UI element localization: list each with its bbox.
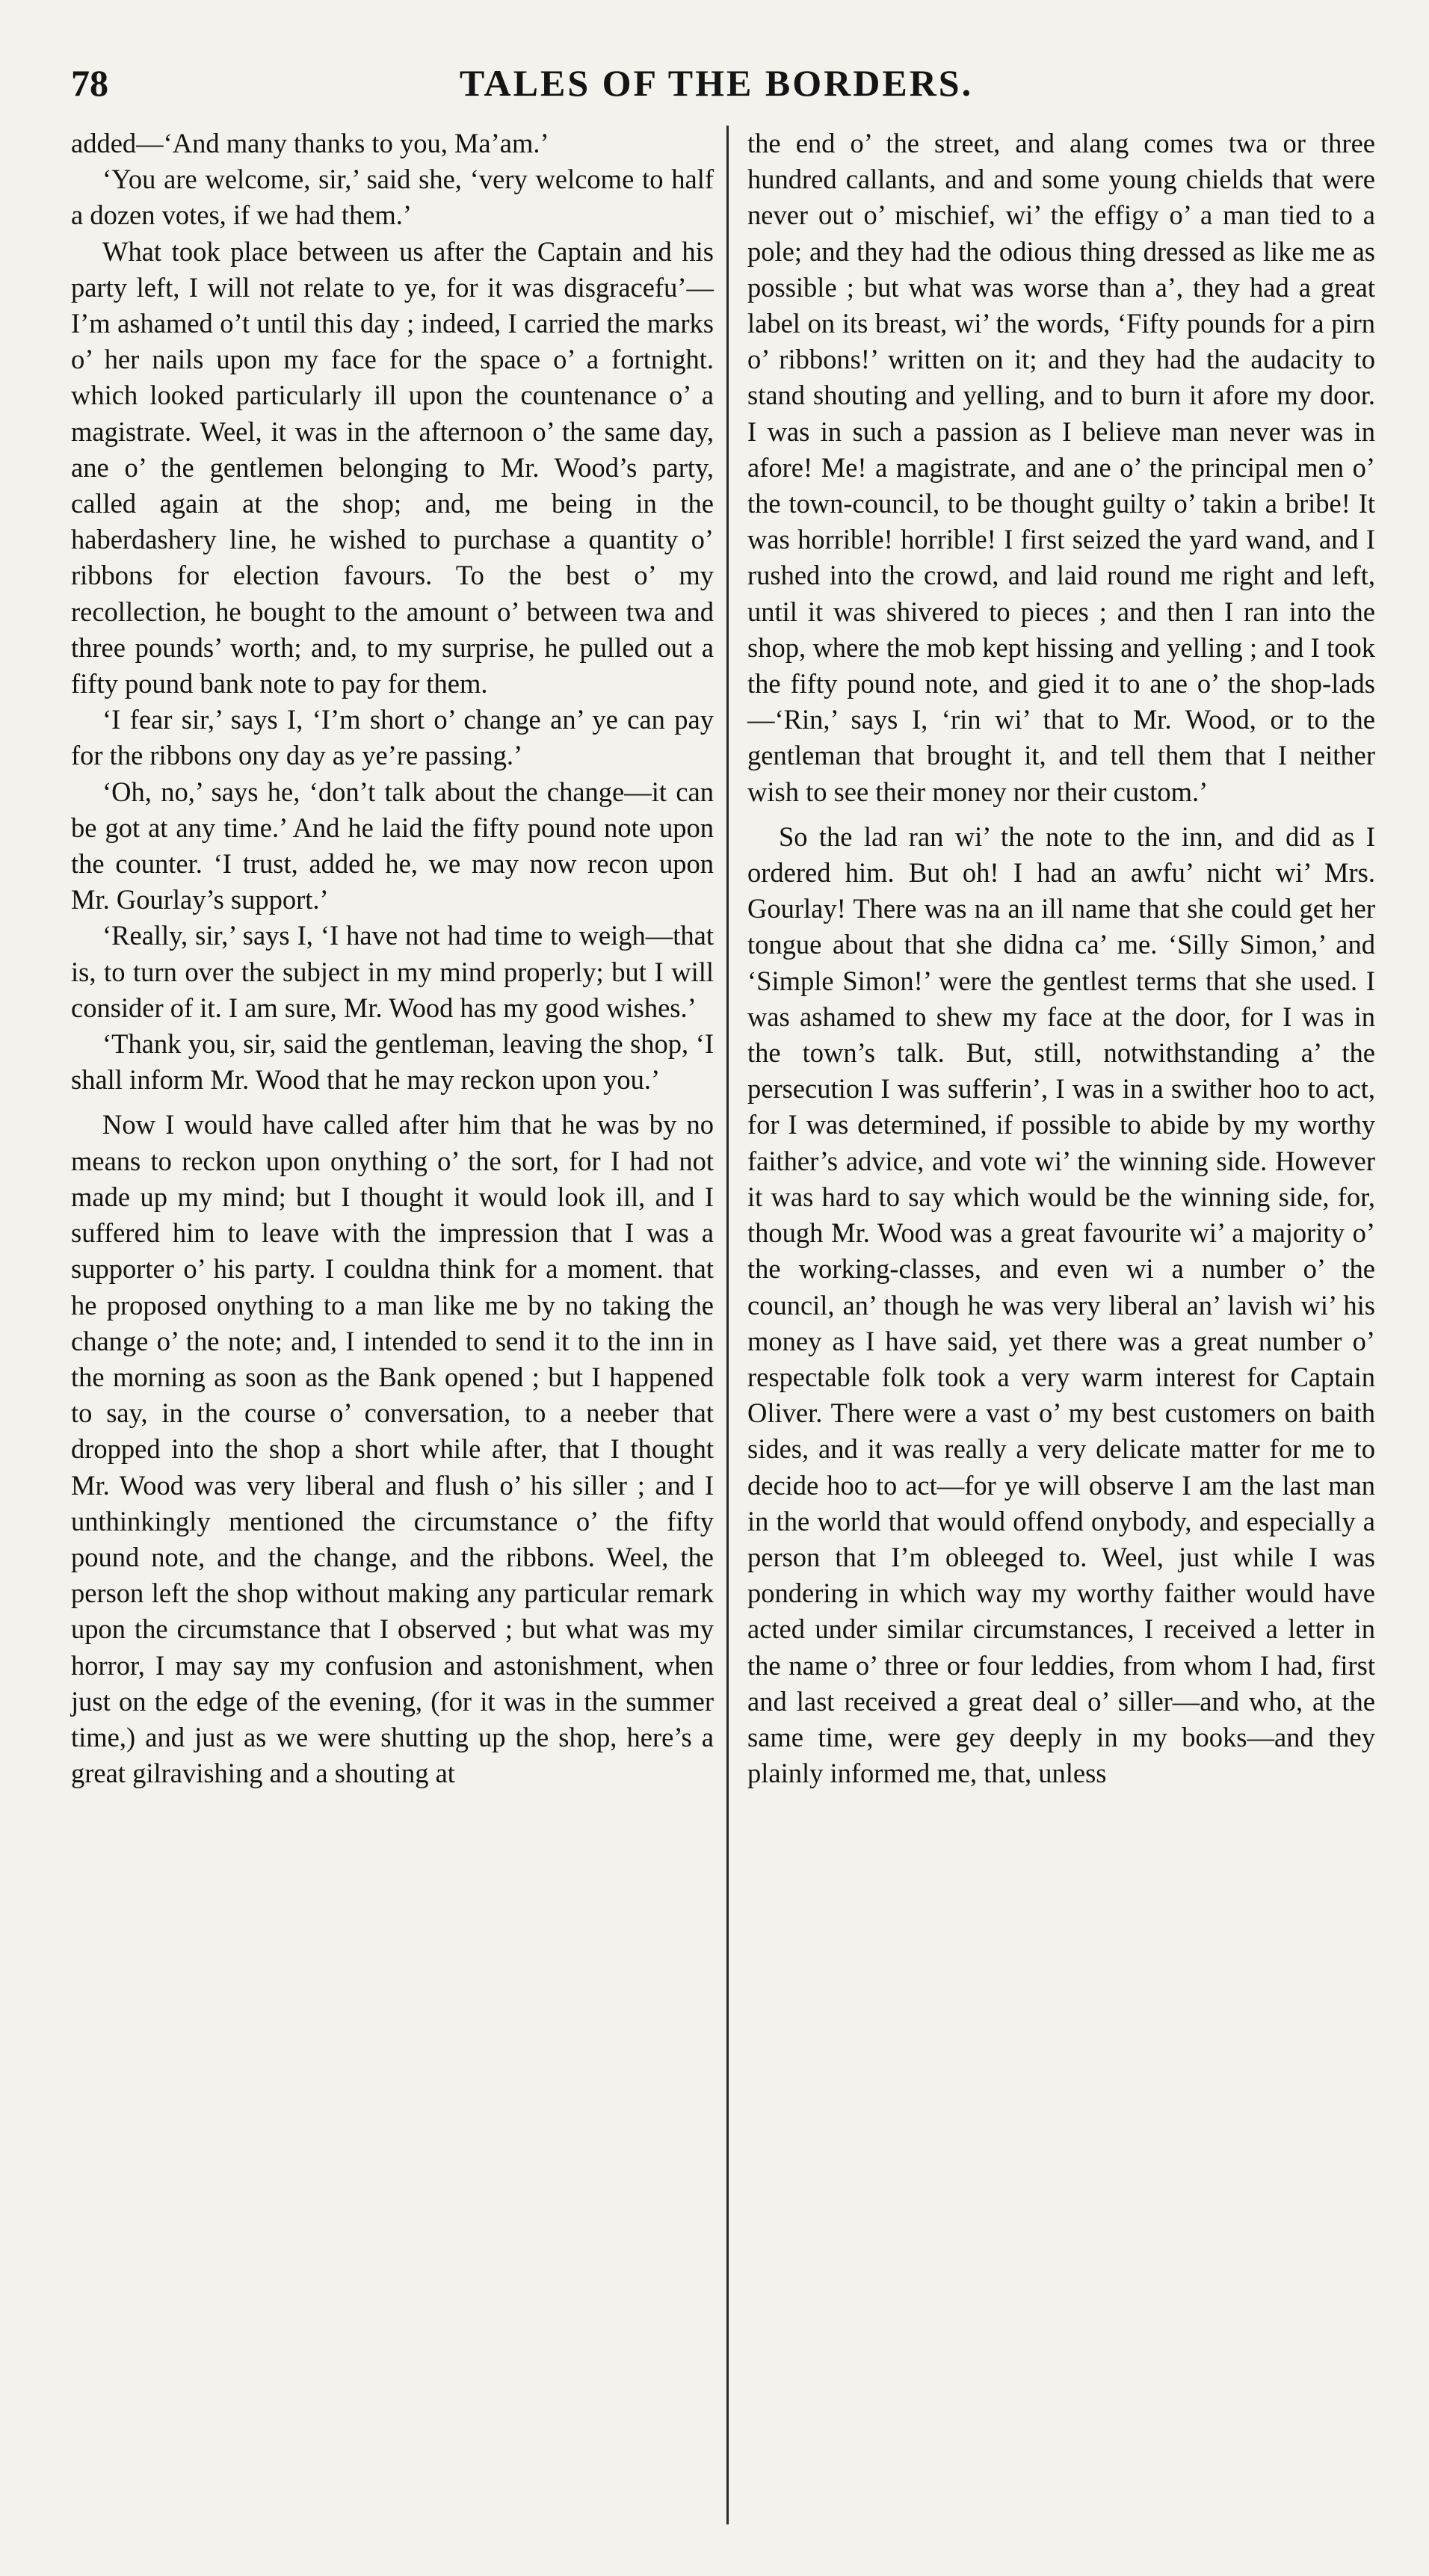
page-header (71, 61, 1362, 114)
page-number: 78 (71, 62, 108, 104)
paragraph: ‘Really, sir,’ says I, ‘I have not had time to weigh—that is, to turn over the subject in my mind properly; but I will consider of it. I am sure, Mr. Wood has my good wishes.’ (71, 920, 714, 1023)
paragraph: ‘Thank you, sir, said the gentleman, leaving the shop, ‘I shall inform Mr. Wood that he may reckon upon you.’ (71, 1028, 714, 1096)
right-column (747, 126, 1375, 1791)
paragraph: ‘I fear sir,’ says I, ‘I’m short o’ change an’ ye can pay for the ribbons ony day as ye’re passing.’ (71, 704, 714, 771)
paragraph: the end o’ the street, and alang comes twa or three hundred callants, and and some young chields that were never out o’ mischief, wi’ the effigy o’ a man tied to a pole; and they had the odious thing dressed as like me as possible ; but what was worse than a’, they had a great label on its breast, wi’ the words, ‘Fifty pounds for a pirn o’ ribbons!’ written on it; and they had the audacity to stand shouting and yelling, and to burn it afore my door. I was in such a passion as I believe man never was in afore! Me! a magistrate, and ane o’ the principal men o’ the town-council, to be thought guilty o’ takin a bribe! It was horrible! horrible! I first seized the yard wand, and I rushed into the crowd, and laid round me right and left, until it was shivered to pieces ; and then I ran into the shop, where the mob kept hissing and yelling ; and I took the fifty pound note, and gied it to ane o’ the shop-lads—‘Rin,’ says I, ‘rin wi’ that to Mr. Wood, or to the gentleman that brought it, and tell them that I neither wish to see their money nor their custom.’ (747, 128, 1375, 807)
paragraph: Now I would have called after him that he was by no means to reckon upon onything o’ the sort, for I had not made up my mind; but I thought it would look ill, and I suffered him to leave with the impression that I was a supporter o’ his party. I couldna think for a moment. that he proposed onything to a man like me by no taking the change o’ the note; and, I intended to send it to the inn in the morning as soon as the Bank opened ; but I happened to say, in the course o’ conversation, to a neeber that dropped into the shop a short while after, that I thought Mr. Wood was very liberal and flush o’ his siller ; and I unthinkingly mentioned the circumstance o’ the fifty pound note, and the change, and the ribbons. Weel, the person left the shop without making any particular remark upon the circumstance that I observed ; but what was my horror, I may say my confusion and astonishment, when just on the edge of the evening, (for it was in the summer time,) and just as we were shutting up the shop, here’s a great gilravishing and a shouting at (71, 1109, 714, 1789)
paragraph: ‘You are welcome, sir,’ said she, ‘very welcome to half a dozen votes, if we had them.’ (71, 164, 714, 231)
paragraph: ‘Oh, no,’ says he, ‘don’t talk about the change—it can be got at any time.’ And he laid the fifty pound note upon the counter. ‘I trust, added he, we may now recon upon Mr. Gourlay’s support.’ (71, 776, 714, 915)
paragraph: What took place between us after the Captain and his party left, I will not relate to ye, for it was disgracefu’—I’m ashamed o’t until this day ; indeed, I carried the marks o’ her nails upon my face for the space o’ a fortnight. which looked particularly ill upon the countenance o’ a magistrate. Weel, it was in the afternoon o’ the same day, ane o’ the gentlemen belonging to Mr. Wood’s party, called again at the shop; and, me being in the haberdashery line, he wished to purchase a quantity o’ ribbons for election favours. To the best o’ my recollection, he bought to the amount o’ between twa and three pounds’ worth; and, to my surprise, he pulled out a fifty pound bank note to pay for them. (71, 235, 714, 699)
left-column (71, 126, 714, 1791)
paragraph: So the lad ran wi’ the note to the inn, and did as I ordered him. But oh! I had an awfu’ nicht wi’ Mrs. Gourlay! There was na an ill name that she could get her tongue about that she didna ca’ me. ‘Silly Simon,’ and ‘Simple Simon!’ were the gentlest terms that she used. I was ashamed to shew my face at the door, for I was in the town’s talk. But, still, notwithstanding a’ the persecution I was sufferin’, I was in a swither hoo to act, for I was determined, if possible to abide by my worthy faither’s advice, and vote wi’ the winning side. However it was hard to say which would be the winning side, for, though Mr. Wood was a great favourite wi’ a majority o’ the working-classes, and even wi a number o’ the council, an’ though he was very liberal an’ lavish wi’ his money as I have said, yet there was a great number o’ respectable folk took a very warm interest for Captain Oliver. There were a vast o’ my best customers on baith sides, and it was really a very delicate matter for me to decide hoo to act—for ye will observe I am the last man in the world that would offend onybody, and especially a person that I’m obleeged to. Weel, just while I was pondering in which way my worthy faither would have acted under similar circumstances, I received a letter in the name o’ three or four leddies, from whom I had, first and last received a great deal o’ siller—and who, at the same time, were gey deeply in my books—and they plainly informed me, that, unless (747, 821, 1375, 1789)
running-title: TALES OF THE BORDERS. (459, 62, 974, 104)
column-divider (726, 126, 729, 2524)
paragraph: added—‘And many thanks to you, Ma’am.’ (71, 128, 549, 158)
